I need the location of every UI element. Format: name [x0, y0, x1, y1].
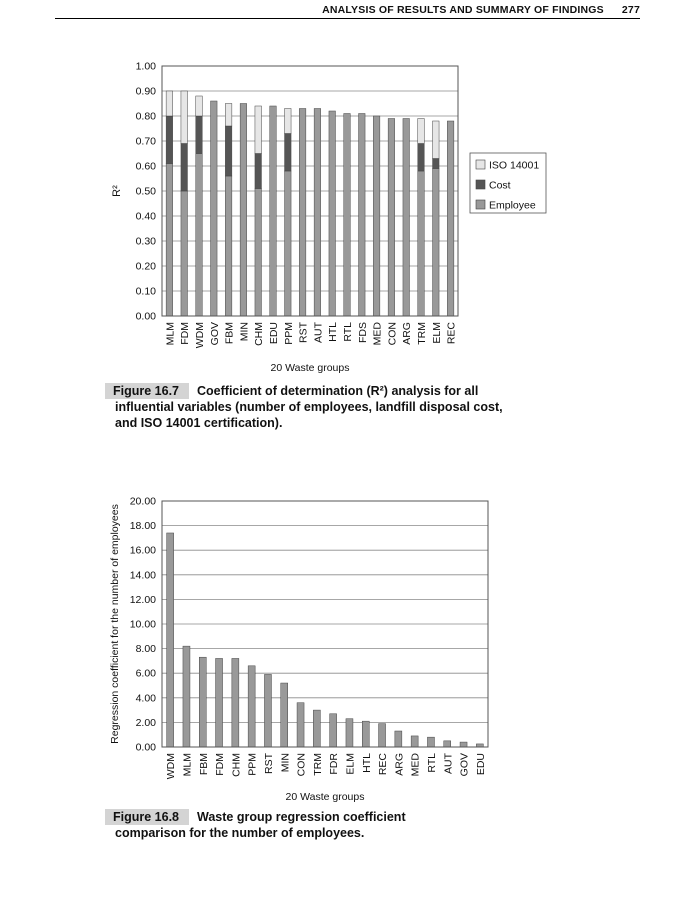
x-axis-label: 20 Waste groups	[285, 791, 365, 803]
bar-elm	[346, 719, 353, 747]
x-tick-label: PPM	[282, 322, 295, 345]
x-tick-label: MLM	[181, 753, 194, 777]
x-tick-label: PPM	[246, 753, 259, 776]
x-tick-label: GOV	[208, 322, 221, 346]
figure-label: Figure 16.8	[105, 809, 189, 825]
legend-label-employee: Employee	[489, 199, 536, 212]
y-tick-label: 8.00	[135, 643, 156, 656]
y-tick-label: 1.00	[135, 60, 156, 73]
y-tick-label: 0.40	[135, 210, 156, 223]
figure-16-7-caption	[105, 383, 575, 431]
bar-trm	[313, 710, 320, 747]
x-tick-label: FDM	[214, 753, 227, 776]
x-tick-label: FDR	[328, 753, 341, 775]
bar-min	[281, 683, 288, 747]
x-tick-label: RTL	[425, 753, 438, 773]
x-tick-label: ARG	[393, 753, 406, 776]
legend-label-iso-14001: ISO 14001	[489, 159, 540, 172]
x-tick-label: ARG	[401, 322, 414, 345]
x-tick-label: REC	[377, 753, 390, 776]
x-tick-label: EDU	[268, 322, 280, 345]
bar-fdm	[216, 658, 223, 747]
bar-con	[297, 703, 304, 747]
y-tick-label: 4.00	[135, 692, 156, 705]
y-tick-label: 0.60	[135, 160, 156, 173]
y-tick-label: 14.00	[129, 569, 156, 582]
y-tick-label: 16.00	[129, 544, 156, 557]
x-tick-label: AUT	[442, 753, 455, 774]
y-tick-label: 0.30	[135, 235, 156, 248]
x-tick-label: HTL	[360, 753, 373, 773]
bar-gov	[460, 742, 467, 747]
bar-ppm	[248, 666, 255, 747]
y-axis-label: R²	[111, 185, 123, 197]
x-tick-label: TRM	[416, 322, 428, 345]
x-tick-label: EDU	[474, 753, 487, 776]
page-number: 277	[621, 4, 640, 16]
y-tick-label: 12.00	[129, 593, 156, 606]
x-tick-label: CON	[386, 322, 399, 346]
x-tick-label: RTL	[342, 322, 354, 342]
x-tick-label: RST	[297, 322, 310, 343]
bar-med	[411, 736, 418, 747]
legend-label-cost: Cost	[489, 179, 511, 192]
x-tick-label: MED	[371, 322, 384, 346]
x-tick-label: FDM	[179, 322, 192, 345]
x-tick-label: WDM	[194, 322, 206, 349]
x-tick-label: FBM	[197, 753, 210, 776]
x-tick-label: ELM	[344, 753, 357, 775]
x-tick-label: WDM	[165, 753, 178, 780]
y-tick-label: 0.00	[135, 310, 156, 323]
running-head-title: ANALYSIS OF RESULTS AND SUMMARY OF FINDINGS	[322, 4, 604, 16]
x-tick-label: HTL	[327, 322, 340, 342]
bar-fbm	[199, 657, 206, 747]
x-tick-label: MED	[409, 753, 422, 777]
x-tick-label: CON	[295, 753, 308, 777]
y-tick-label: 10.00	[129, 618, 156, 631]
x-tick-label: ELM	[430, 322, 443, 344]
x-tick-label: CHM	[253, 322, 266, 346]
bar-arg	[395, 731, 402, 747]
x-tick-label: REC	[445, 322, 458, 345]
y-tick-label: 20.00	[129, 495, 156, 508]
y-tick-label: 18.00	[129, 520, 156, 533]
x-tick-label: GOV	[458, 753, 471, 777]
bar-wdm	[167, 533, 174, 747]
x-tick-label: AUT	[312, 322, 325, 343]
y-tick-label: 0.80	[135, 110, 156, 123]
figure-label: Figure 16.7	[105, 383, 189, 399]
x-tick-label: MIN	[238, 322, 251, 342]
x-tick-label: MIN	[279, 753, 292, 773]
y-tick-label: 0.20	[135, 260, 156, 273]
y-tick-label: 6.00	[135, 667, 156, 680]
bar-mlm	[183, 646, 190, 747]
bar-rtl	[427, 737, 434, 747]
y-tick-label: 2.00	[135, 716, 156, 729]
bar-rec	[379, 724, 386, 747]
bar-htl	[362, 721, 369, 747]
y-tick-label: 0.10	[135, 285, 156, 298]
x-axis-label: 20 Waste groups	[270, 362, 350, 374]
y-tick-label: 0.90	[135, 85, 156, 98]
y-axis-label: Regression coefficient for the number of employees	[109, 504, 121, 744]
figure-16-8-caption	[105, 809, 575, 841]
bar-fdr	[330, 714, 337, 747]
caption-line-1: Coefficient of determination (R²) analysis for all	[197, 384, 479, 398]
x-tick-label: RST	[262, 753, 275, 774]
y-tick-label: 0.50	[135, 185, 156, 198]
y-tick-label: 0.70	[135, 135, 156, 148]
x-tick-label: FDS	[356, 322, 369, 343]
x-tick-label: TRM	[311, 753, 324, 776]
x-tick-label: CHM	[230, 753, 243, 777]
bar-aut	[444, 741, 451, 747]
x-tick-label: MLM	[164, 322, 177, 346]
caption-line-2: influential variables (number of employees, landfill disposal cost,	[115, 400, 503, 414]
caption-line-3: and ISO 14001 certification).	[115, 416, 283, 430]
y-tick-label: 0.00	[135, 741, 156, 754]
bar-chm	[232, 658, 239, 747]
caption-line-2: comparison for the number of employees.	[115, 826, 365, 840]
bar-rst	[264, 674, 271, 747]
caption-line-1: Waste group regression coefficient	[197, 810, 406, 824]
x-tick-label: FBM	[223, 322, 236, 345]
